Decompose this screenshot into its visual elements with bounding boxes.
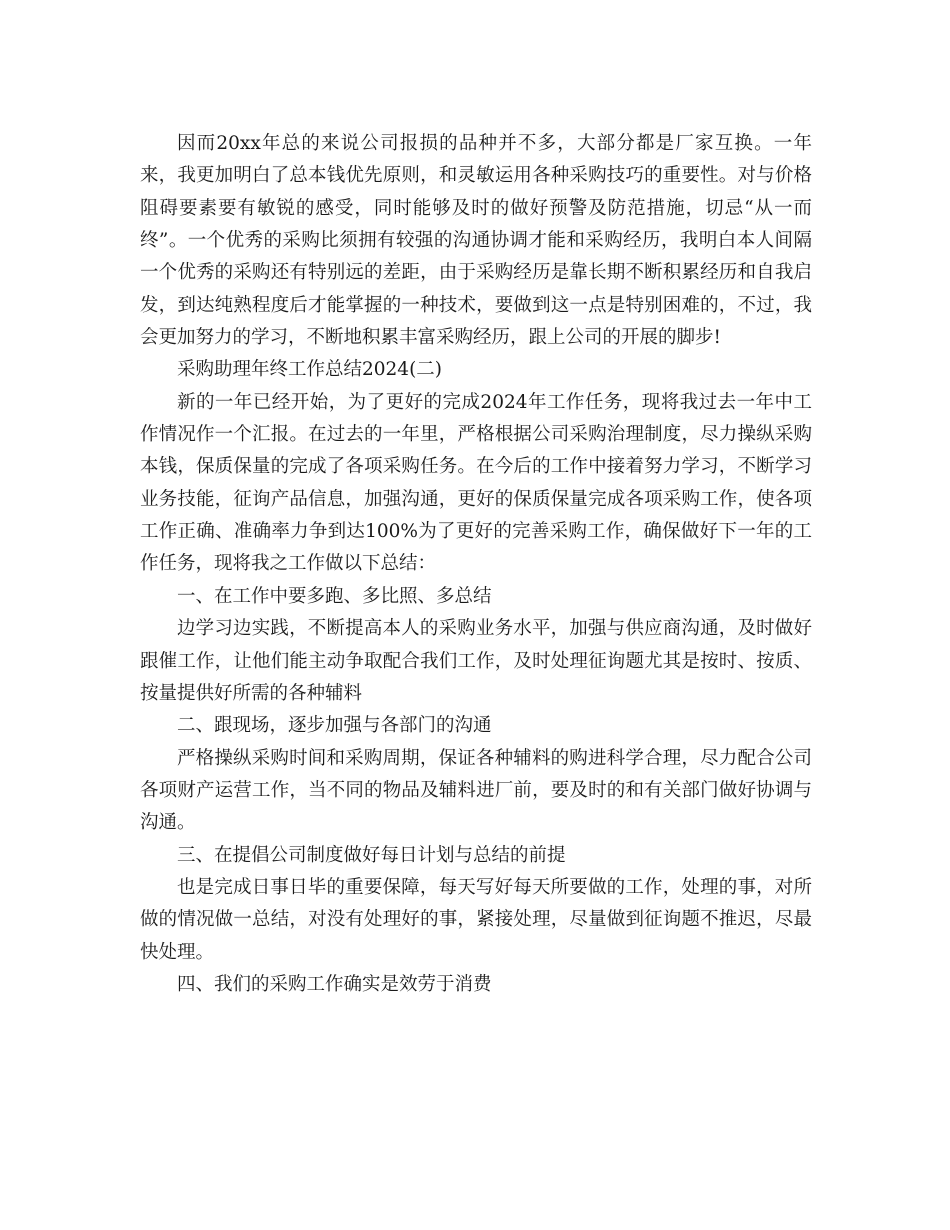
- heading-4: 四、我们的采购工作确实是效劳于消费: [177, 973, 492, 995]
- heading-3: 三、在提倡公司制度做好每日计划与总结的前提: [177, 844, 566, 866]
- paragraph-summary-2023: 因而20xx年总的来说公司报损的品种并不多，大部分都是厂家互换。一年来，我更加明白了总本钱优先原则，和灵敏运用各种采购技巧的重要性。对与价格阻碍要素要有敏锐的感受，同时能够及时的做好预警及防范措施，切忌“从一而终”。一个优秀的采购比须拥有较强的沟通协调才能和采购经历，我明白本人间隔一个优秀的采购还有特别远的差距，由于采购经历是靠长期不断积累经历和自我启发，到达纯熟程度后才能掌握的一种技术，要做到这一点是特别困难的，不过，我会更加努力的学习，不断地积累丰富采购经历，跟上公司的开展的脚步!: [140, 133, 812, 349]
- document-body: [140, 128, 812, 1001]
- paragraph-2: 严格操纵采购时间和采购周期，保证各种辅料的购进科学合理，尽力配合公司各项财产运营工作，当不同的物品及辅料进厂前，要及时的和有关部门做好协调与沟通。: [140, 747, 812, 834]
- section-title: 采购助理年终工作总结2024(二): [177, 359, 443, 381]
- heading-1: 一、在工作中要多跑、多比照、多总结: [177, 585, 492, 607]
- paragraph-intro: 新的一年已经开始，为了更好的完成2024年工作任务，现将我过去一年中工作情况作一个汇报。在过去的一年里，严格根据公司采购治理制度，尽力操纵采购本钱，保质保量的完成了各项采购任务。在今后的工作中接着努力学习，不断学习业务技能，征询产品信息，加强沟通，更好的保质保量完成各项采购工作，使各项工作正确、准确率力争到达100%为了更好的完善采购工作，确保做好下一年的工作任务，现将我之工作做以下总结：: [140, 391, 812, 575]
- paragraph-1: 边学习边实践，不断提高本人的采购业务水平，加强与供应商沟通，及时做好跟催工作，让他们能主动争取配合我们工作，及时处理征询题尤其是按时、按质、按量提供好所需的各种辅料: [140, 618, 812, 704]
- heading-2: 二、跟现场，逐步加强与各部门的沟通: [177, 715, 492, 737]
- paragraph-3: 也是完成日事日毕的重要保障，每天写好每天所要做的工作，处理的事，对所做的情况做一总结，对没有处理好的事，紧接处理，尽量做到征询题不推迟，尽最快处理。: [140, 876, 812, 963]
